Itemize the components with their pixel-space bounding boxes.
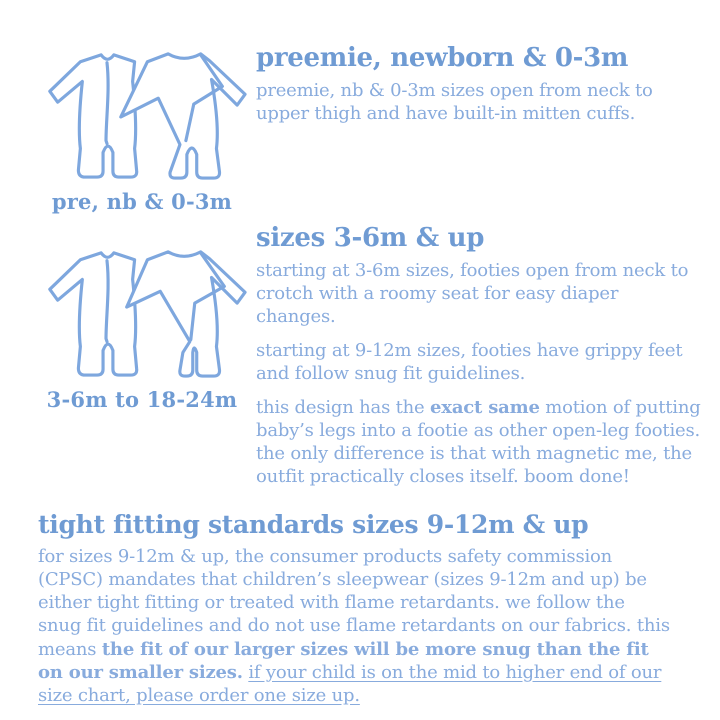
footie-open-thigh-illustration [36,42,248,185]
sizes-3-6m-paragraph-3: this design has the exact same motion of putting baby’s legs into a footie as other open-leg footies. the only difference is that with magnetic me, the outfit practically closes itself. boom done! [256,396,701,487]
section-tight-fitting [0,499,720,707]
preemie-illustration-block [28,42,256,214]
footie-open-icon [121,54,245,178]
tight-fitting-paragraph: for sizes 9-12m & up, the consumer products safety commission (CPSC) mandates that children’s sleepwear (sizes 9-12m and up) be either tight fitting or treated with flame retardants. we follow the snug fit guidelines and do not use flame retardants on our fabrics. this means the fit of our larger sizes will be more snug than the fit on our smaller sizes. if your child is on the mid to higher end of our size chart, please order one size up. [38,546,670,706]
sizes-3-6m-text-block [256,222,702,499]
sizes-3-6m-paragraph-1: starting at 3-6m sizes, footies open from neck to crotch with a roomy seat for easy diaper changes. [256,259,689,327]
tight-fitting-heading: tight fitting standards sizes 9-12m & up [38,509,589,539]
footie-open-crotch-illustration [36,240,248,383]
preemie-caption: pre, nb & 0-3m [51,189,233,214]
footie-closed-icon [50,253,137,375]
footie-open-icon [127,252,245,376]
section-sizes-3-6m [0,214,720,499]
section-preemie [0,0,720,214]
preemie-paragraph: preemie, nb & 0-3m sizes open from neck to upper thigh and have built-in mitten cuffs. [256,79,653,124]
sizes-3-6m-paragraph-2: starting at 9-12m sizes, footies have grippy feet and follow snug fit guidelines. [256,339,683,384]
sizes-3-6m-illustration-block [28,222,256,412]
sizes-3-6m-caption: 3-6m to 18-24m [46,387,238,412]
preemie-heading: preemie, newborn & 0-3m [256,43,629,73]
preemie-text-block [256,42,702,136]
sizes-3-6m-heading: sizes 3-6m & up [256,223,485,253]
